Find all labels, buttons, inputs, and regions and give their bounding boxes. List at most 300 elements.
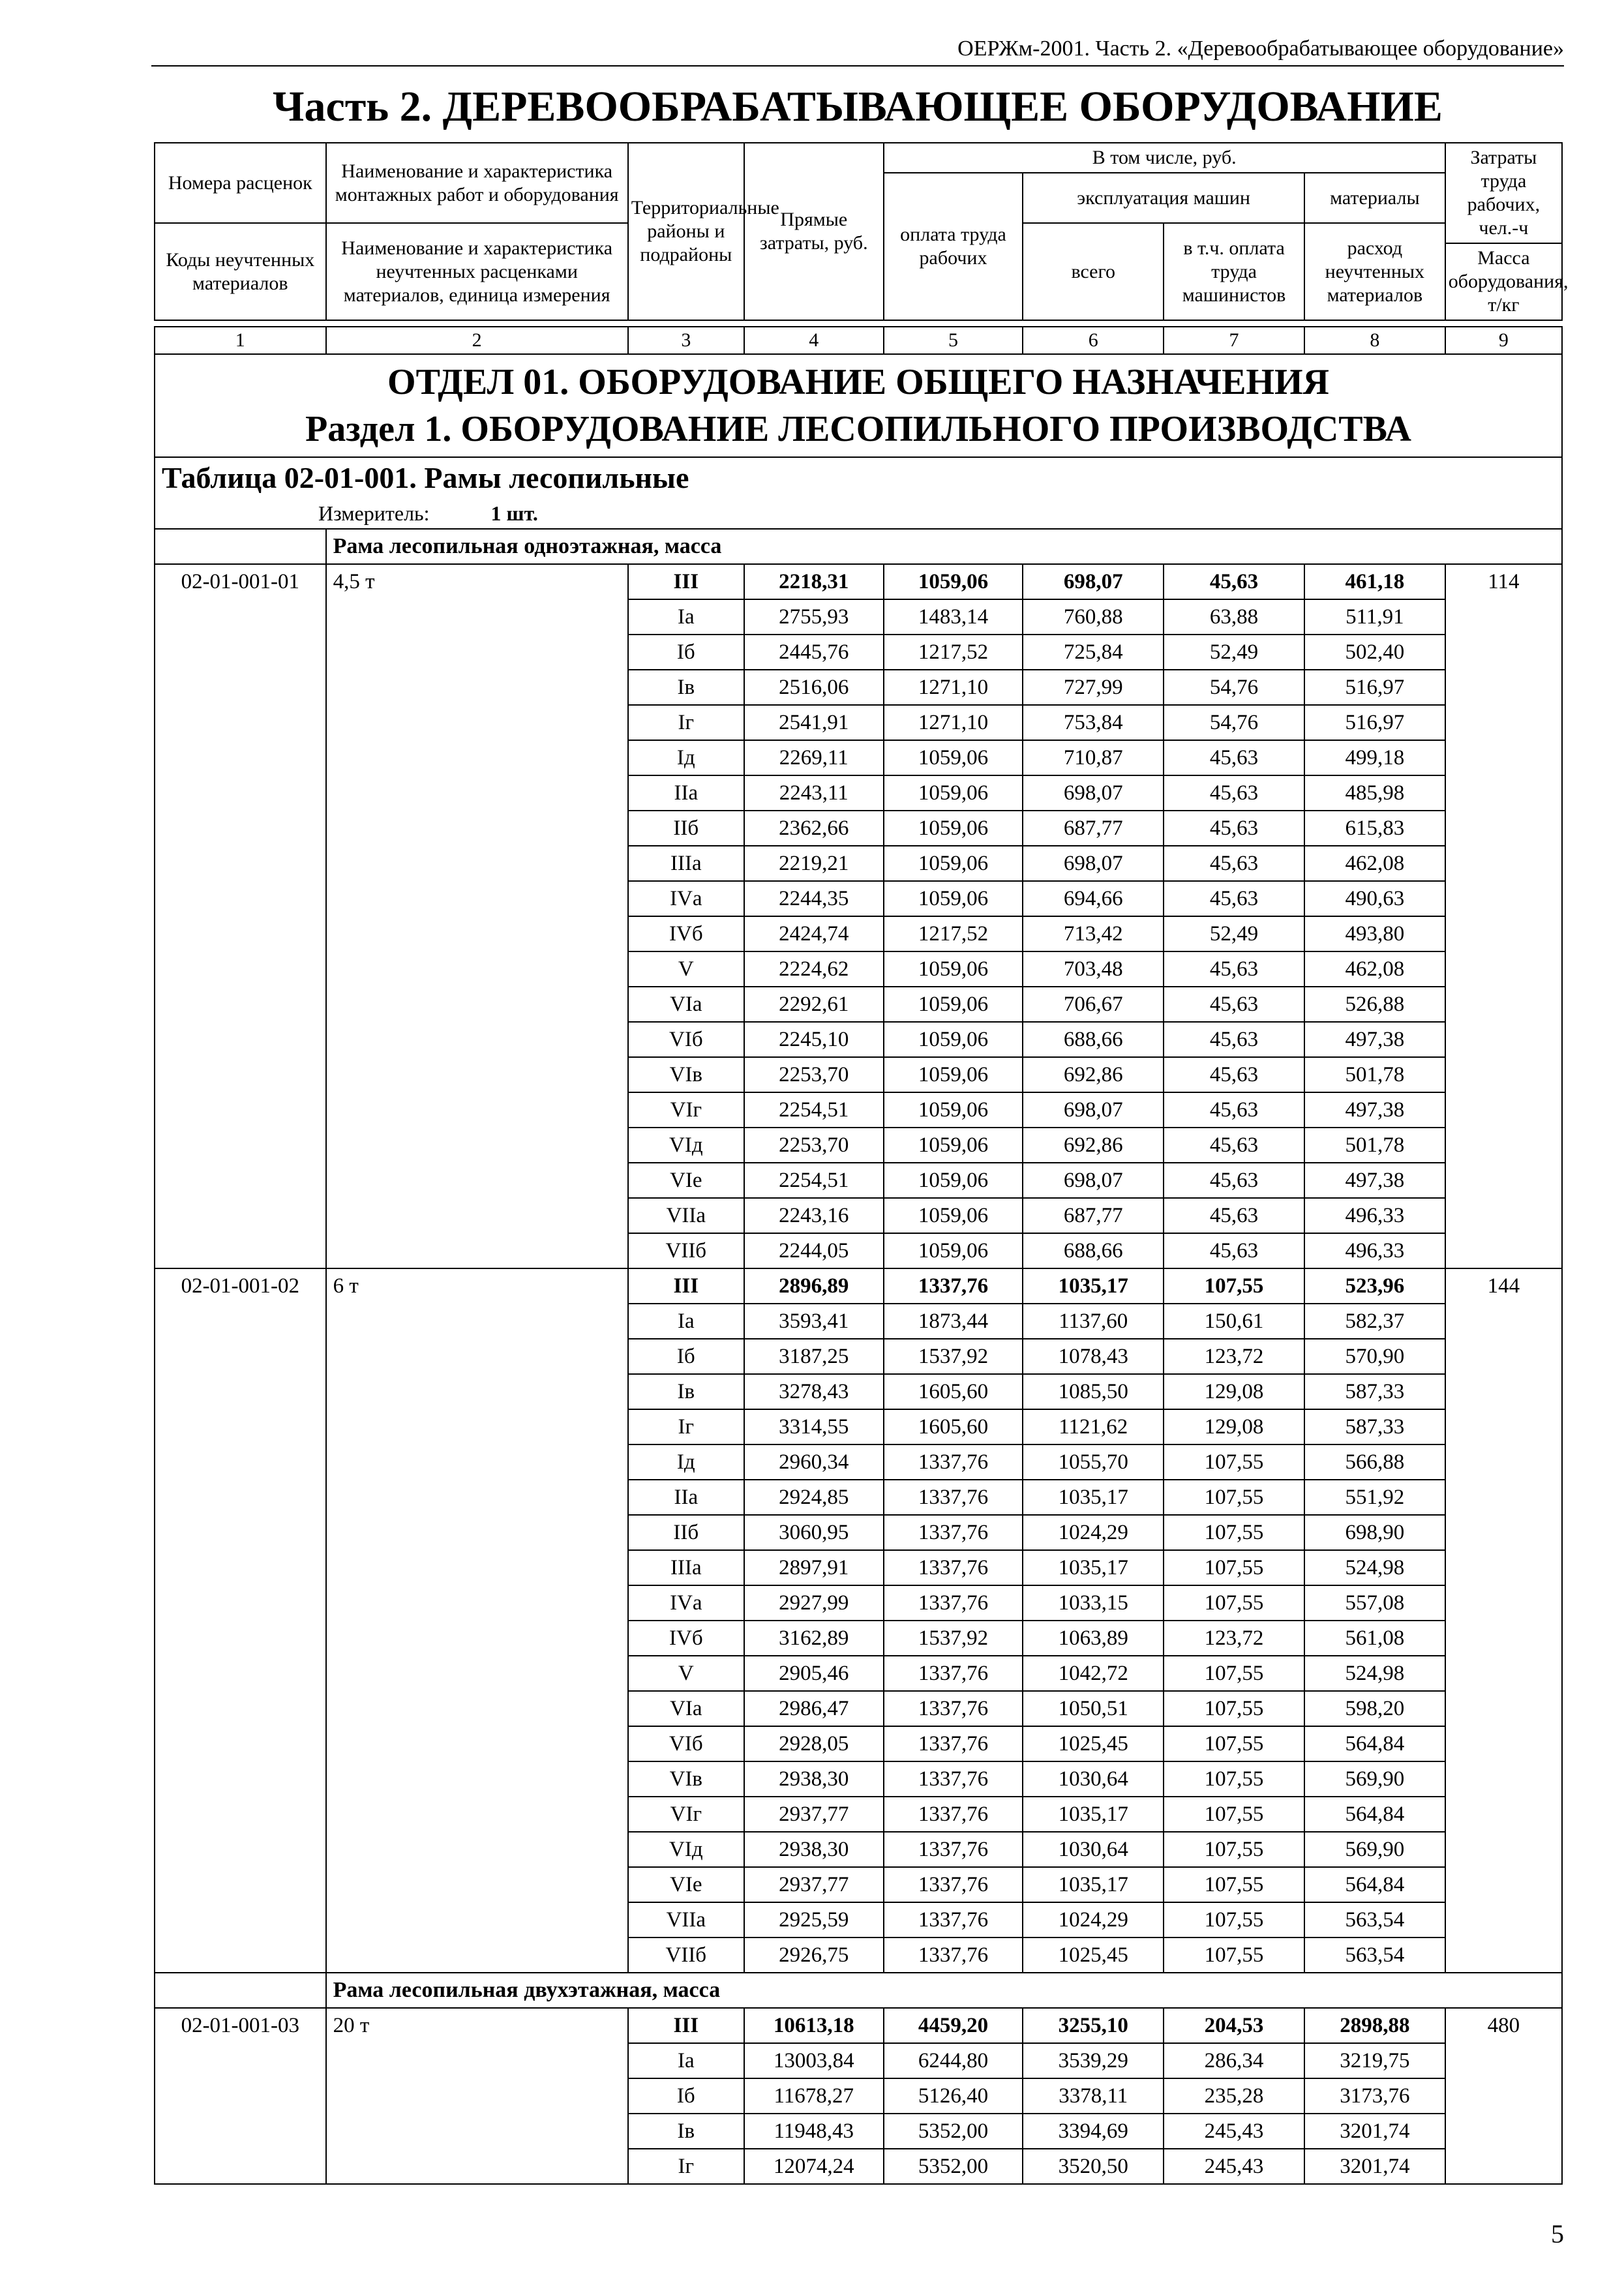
value-cell: 563,54	[1304, 1902, 1445, 1937]
value-cell: 3060,95	[744, 1515, 884, 1550]
value-cell: 698,07	[1023, 1092, 1164, 1128]
value-cell: 1137,60	[1023, 1304, 1164, 1339]
col1-header-bottom: Коды неучтенных материалов	[155, 223, 326, 320]
value-cell: 3173,76	[1304, 2078, 1445, 2114]
value-cell: 3593,41	[744, 1304, 884, 1339]
value-cell: 496,33	[1304, 1198, 1445, 1233]
part-title: Раздел 1. ОБОРУДОВАНИЕ ЛЕСОПИЛЬНОГО ПРОИЗВОДСТВА	[305, 409, 1411, 449]
value-cell: 2905,46	[744, 1656, 884, 1691]
value-cell: 107,55	[1164, 1832, 1304, 1867]
value-cell: 703,48	[1023, 951, 1164, 987]
value-cell: 687,77	[1023, 1198, 1164, 1233]
value-cell: 45,63	[1164, 846, 1304, 881]
value-cell: 497,38	[1304, 1022, 1445, 1057]
value-cell: 1059,06	[884, 846, 1023, 881]
value-cell: 1024,29	[1023, 1902, 1164, 1937]
territory-cell: VIIа	[628, 1198, 744, 1233]
col1-header-top: Номера расценок	[155, 143, 326, 223]
column-number: 7	[1164, 327, 1304, 354]
value-cell: 54,76	[1164, 705, 1304, 740]
value-cell: 499,18	[1304, 740, 1445, 775]
value-cell: 1025,45	[1023, 1726, 1164, 1761]
value-cell: 551,92	[1304, 1480, 1445, 1515]
value-cell: 1059,06	[884, 951, 1023, 987]
territory-cell: VIIа	[628, 1902, 744, 1937]
value-cell: 2925,59	[744, 1902, 884, 1937]
territory-cell: VIе	[628, 1867, 744, 1902]
value-cell: 107,55	[1164, 1656, 1304, 1691]
value-cell: 1035,17	[1023, 1550, 1164, 1585]
value-cell: 1059,06	[884, 1233, 1023, 1268]
value-cell: 557,08	[1304, 1585, 1445, 1621]
value-cell: 2243,11	[744, 775, 884, 811]
value-cell: 1059,06	[884, 811, 1023, 846]
territory-cell: Iб	[628, 2078, 744, 2114]
value-cell: 760,88	[1023, 599, 1164, 635]
value-cell: 2927,99	[744, 1585, 884, 1621]
column-number: 3	[628, 327, 744, 354]
column-number: 5	[884, 327, 1023, 354]
value-cell: 1059,06	[884, 740, 1023, 775]
running-header: ОЕРЖм-2001. Часть 2. «Деревообрабатывающее оборудование»	[151, 37, 1564, 67]
value-cell: 698,07	[1023, 1163, 1164, 1198]
value-cell: 45,63	[1164, 1163, 1304, 1198]
value-cell: 45,63	[1164, 987, 1304, 1022]
value-cell: 1337,76	[884, 1867, 1023, 1902]
value-cell: 2243,16	[744, 1198, 884, 1233]
value-cell: 1337,76	[884, 1550, 1023, 1585]
table-row	[155, 1268, 1562, 1304]
value-cell: 11948,43	[744, 2114, 884, 2149]
value-cell: 2938,30	[744, 1761, 884, 1797]
value-cell: 3255,10	[1023, 2008, 1164, 2043]
value-cell: 107,55	[1164, 1761, 1304, 1797]
measure-unit	[155, 498, 1562, 529]
territory-cell: IIIа	[628, 846, 744, 881]
value-cell: 692,86	[1023, 1128, 1164, 1163]
value-cell: 1537,92	[884, 1339, 1023, 1374]
value-cell: 502,40	[1304, 635, 1445, 670]
value-cell: 1337,76	[884, 1761, 1023, 1797]
value-cell: 1059,06	[884, 987, 1023, 1022]
territory-cell: IIб	[628, 1515, 744, 1550]
value-cell: 1873,44	[884, 1304, 1023, 1339]
section-heading	[155, 354, 1562, 457]
col9-header-top: Затраты труда рабочих, чел.-ч	[1445, 143, 1562, 243]
value-cell: 10613,18	[744, 2008, 884, 2043]
value-cell: 461,18	[1304, 564, 1445, 599]
value-cell: 1483,14	[884, 599, 1023, 635]
value-cell: 582,37	[1304, 1304, 1445, 1339]
value-cell: 3539,29	[1023, 2043, 1164, 2078]
value-cell: 569,90	[1304, 1832, 1445, 1867]
column-number: 4	[744, 327, 884, 354]
table-row	[155, 564, 1562, 599]
value-cell: 688,66	[1023, 1233, 1164, 1268]
value-cell: 524,98	[1304, 1656, 1445, 1691]
value-cell: 286,34	[1164, 2043, 1304, 2078]
territory-cell: IVа	[628, 881, 744, 916]
value-cell: 1035,17	[1023, 1797, 1164, 1832]
page-title: Часть 2. ДЕРЕВООБРАБАТЫВАЮЩЕЕ ОБОРУДОВАНИЕ	[273, 83, 1443, 130]
value-cell: 1337,76	[884, 1902, 1023, 1937]
territory-cell: Iд	[628, 1444, 744, 1480]
value-cell: 1271,10	[884, 670, 1023, 705]
value-cell: 564,84	[1304, 1867, 1445, 1902]
value-cell: 564,84	[1304, 1797, 1445, 1832]
value-cell: 52,49	[1164, 635, 1304, 670]
value-cell: 2224,62	[744, 951, 884, 987]
value-cell: 3394,69	[1023, 2114, 1164, 2149]
value-cell: 107,55	[1164, 1867, 1304, 1902]
col6-header: всего	[1023, 223, 1164, 320]
territory-cell: VIг	[628, 1797, 744, 1832]
value-cell: 1337,76	[884, 1691, 1023, 1726]
value-cell: 524,98	[1304, 1550, 1445, 1585]
value-cell: 107,55	[1164, 1937, 1304, 1973]
value-cell: 2924,85	[744, 1480, 884, 1515]
value-cell: 45,63	[1164, 1198, 1304, 1233]
value-cell: 45,63	[1164, 881, 1304, 916]
territory-cell: III	[628, 1268, 744, 1304]
value-cell: 2937,77	[744, 1797, 884, 1832]
value-cell: 1035,17	[1023, 1867, 1164, 1902]
territory-cell: Iд	[628, 740, 744, 775]
value-cell: 1537,92	[884, 1621, 1023, 1656]
territory-cell: VIа	[628, 987, 744, 1022]
value-cell: 1059,06	[884, 881, 1023, 916]
value-cell: 1042,72	[1023, 1656, 1164, 1691]
value-cell: 45,63	[1164, 1233, 1304, 1268]
value-cell: 3314,55	[744, 1409, 884, 1444]
value-cell: 1059,06	[884, 564, 1023, 599]
value-cell: 150,61	[1164, 1304, 1304, 1339]
meter-value: 1 шт.	[490, 501, 538, 525]
column-number: 9	[1445, 327, 1562, 354]
value-cell: 45,63	[1164, 564, 1304, 599]
value-cell: 497,38	[1304, 1092, 1445, 1128]
value-cell: 45,63	[1164, 1092, 1304, 1128]
value-cell: 45,63	[1164, 1128, 1304, 1163]
col8-header: расход неучтенных материалов	[1304, 223, 1445, 320]
value-cell: 523,96	[1304, 1268, 1445, 1304]
value-cell: 2254,51	[744, 1163, 884, 1198]
territory-cell: Iб	[628, 635, 744, 670]
territory-cell: III	[628, 2008, 744, 2043]
territory-cell: V	[628, 951, 744, 987]
territory-cell: VIв	[628, 1057, 744, 1092]
value-cell: 5126,40	[884, 2078, 1023, 2114]
value-cell: 2269,11	[744, 740, 884, 775]
value-cell: 1337,76	[884, 1480, 1023, 1515]
value-cell: 3201,74	[1304, 2114, 1445, 2149]
value-cell: 1337,76	[884, 1585, 1023, 1621]
value-cell: 3162,89	[744, 1621, 884, 1656]
value-cell: 698,07	[1023, 846, 1164, 881]
territory-cell: V	[628, 1656, 744, 1691]
value-cell: 3219,75	[1304, 2043, 1445, 2078]
value-cell: 5352,00	[884, 2149, 1023, 2184]
value-cell: 598,20	[1304, 1691, 1445, 1726]
value-cell: 497,38	[1304, 1163, 1445, 1198]
value-cell: 710,87	[1023, 740, 1164, 775]
value-cell: 564,84	[1304, 1726, 1445, 1761]
value-cell: 511,91	[1304, 599, 1445, 635]
value-cell: 107,55	[1164, 1515, 1304, 1550]
territory-cell: VIе	[628, 1163, 744, 1198]
value-cell: 107,55	[1164, 1691, 1304, 1726]
value-cell: 1059,06	[884, 1092, 1023, 1128]
value-cell: 706,67	[1023, 987, 1164, 1022]
value-cell: 2755,93	[744, 599, 884, 635]
group-name: Рама лесопильная одноэтажная, масса	[326, 529, 1562, 564]
value-cell: 2986,47	[744, 1691, 884, 1726]
value-cell: 2362,66	[744, 811, 884, 846]
value-cell: 2897,91	[744, 1550, 884, 1585]
value-cell: 1337,76	[884, 1726, 1023, 1761]
value-cell: 2245,10	[744, 1022, 884, 1057]
labor-cost: 114	[1445, 564, 1562, 1268]
value-cell: 694,66	[1023, 881, 1164, 916]
value-cell: 490,63	[1304, 881, 1445, 916]
value-cell: 1078,43	[1023, 1339, 1164, 1374]
column-number: 2	[326, 327, 628, 354]
page-number: 5	[1551, 2219, 1564, 2249]
col7-header: в т.ч. оплата труда машинистов	[1164, 223, 1304, 320]
value-cell: 692,86	[1023, 1057, 1164, 1092]
value-cell: 1059,06	[884, 1057, 1023, 1092]
value-cell: 45,63	[1164, 811, 1304, 846]
territory-cell: IVа	[628, 1585, 744, 1621]
value-cell: 12074,24	[744, 2149, 884, 2184]
value-cell: 1337,76	[884, 1656, 1023, 1691]
value-cell: 13003,84	[744, 2043, 884, 2078]
col2-header-bottom: Наименование и характеристика неучтенных расценками материалов, единица измерения	[326, 223, 628, 320]
territory-cell: Iг	[628, 1409, 744, 1444]
value-cell: 570,90	[1304, 1339, 1445, 1374]
territory-cell: VIв	[628, 1761, 744, 1797]
value-cell: 52,49	[1164, 916, 1304, 951]
territory-cell: Iг	[628, 705, 744, 740]
value-cell: 2541,91	[744, 705, 884, 740]
group-spacer	[155, 529, 326, 564]
territory-cell: IIб	[628, 811, 744, 846]
value-cell: 1217,52	[884, 916, 1023, 951]
value-cell: 45,63	[1164, 775, 1304, 811]
territory-cell: VIб	[628, 1022, 744, 1057]
value-cell: 129,08	[1164, 1409, 1304, 1444]
value-cell: 516,97	[1304, 670, 1445, 705]
value-cell: 485,98	[1304, 775, 1445, 811]
value-cell: 123,72	[1164, 1621, 1304, 1656]
value-cell: 1605,60	[884, 1374, 1023, 1409]
value-cell: 54,76	[1164, 670, 1304, 705]
group-incl-header: В том числе, руб.	[884, 143, 1445, 173]
value-cell: 1059,06	[884, 1128, 1023, 1163]
value-cell: 2926,75	[744, 1937, 884, 1973]
value-cell: 698,07	[1023, 775, 1164, 811]
group-row	[155, 1973, 1562, 2008]
value-cell: 2218,31	[744, 564, 884, 599]
value-cell: 1025,45	[1023, 1937, 1164, 1973]
value-cell: 687,77	[1023, 811, 1164, 846]
value-cell: 566,88	[1304, 1444, 1445, 1480]
value-cell: 1030,64	[1023, 1761, 1164, 1797]
value-cell: 563,54	[1304, 1937, 1445, 1973]
value-cell: 1337,76	[884, 1268, 1023, 1304]
territory-cell: VIб	[628, 1726, 744, 1761]
value-cell: 727,99	[1023, 670, 1164, 705]
value-cell: 1059,06	[884, 1163, 1023, 1198]
value-cell: 1085,50	[1023, 1374, 1164, 1409]
territory-cell: IVб	[628, 916, 744, 951]
value-cell: 1050,51	[1023, 1691, 1164, 1726]
group-machines-header: эксплуатация машин	[1023, 173, 1304, 223]
value-cell: 11678,27	[744, 2078, 884, 2114]
value-cell: 107,55	[1164, 1585, 1304, 1621]
territory-cell: Iв	[628, 2114, 744, 2149]
rate-code: 02-01-001-01	[155, 564, 326, 1268]
value-cell: 3187,25	[744, 1339, 884, 1374]
column-number: 8	[1304, 327, 1445, 354]
territory-cell: VIа	[628, 1691, 744, 1726]
col2-header-top: Наименование и характеристика монтажных работ и оборудования	[326, 143, 628, 223]
group-name: Рама лесопильная двухэтажная, масса	[326, 1973, 1562, 2008]
territory-cell: Iа	[628, 1304, 744, 1339]
value-cell: 107,55	[1164, 1268, 1304, 1304]
value-cell: 2516,06	[744, 670, 884, 705]
territory-cell: IIа	[628, 775, 744, 811]
value-cell: 3201,74	[1304, 2149, 1445, 2184]
value-cell: 2253,70	[744, 1128, 884, 1163]
col5-header: оплата труда рабочих	[884, 173, 1023, 320]
group-materials-header: материалы	[1304, 173, 1445, 223]
value-cell: 496,33	[1304, 1233, 1445, 1268]
value-cell: 2254,51	[744, 1092, 884, 1128]
value-cell: 561,08	[1304, 1621, 1445, 1656]
value-cell: 501,78	[1304, 1128, 1445, 1163]
value-cell: 2896,89	[744, 1268, 884, 1304]
value-cell: 2253,70	[744, 1057, 884, 1092]
value-cell: 6244,80	[884, 2043, 1023, 2078]
value-cell: 1063,89	[1023, 1621, 1164, 1656]
value-cell: 1337,76	[884, 1832, 1023, 1867]
value-cell: 1024,29	[1023, 1515, 1164, 1550]
department-title: ОТДЕЛ 01. ОБОРУДОВАНИЕ ОБЩЕГО НАЗНАЧЕНИЯ	[387, 362, 1329, 402]
column-number: 1	[155, 327, 326, 354]
value-cell: 2219,21	[744, 846, 884, 881]
value-cell: 107,55	[1164, 1726, 1304, 1761]
value-cell: 713,42	[1023, 916, 1164, 951]
value-cell: 4459,20	[884, 2008, 1023, 2043]
value-cell: 107,55	[1164, 1797, 1304, 1832]
value-cell: 245,43	[1164, 2149, 1304, 2184]
territory-cell: Iв	[628, 1374, 744, 1409]
value-cell: 5352,00	[884, 2114, 1023, 2149]
value-cell: 1337,76	[884, 1797, 1023, 1832]
territory-cell: VIг	[628, 1092, 744, 1128]
table-title: Таблица 02-01-001. Рамы лесопильные	[155, 457, 1562, 498]
value-cell: 2424,74	[744, 916, 884, 951]
value-cell: 1121,62	[1023, 1409, 1164, 1444]
rate-description: 20 т	[326, 2008, 628, 2184]
value-cell: 1605,60	[884, 1409, 1023, 1444]
value-cell: 45,63	[1164, 1057, 1304, 1092]
value-cell: 129,08	[1164, 1374, 1304, 1409]
value-cell: 569,90	[1304, 1761, 1445, 1797]
rate-code: 02-01-001-03	[155, 2008, 326, 2184]
value-cell: 501,78	[1304, 1057, 1445, 1092]
value-cell: 45,63	[1164, 1022, 1304, 1057]
value-cell: 1059,06	[884, 1198, 1023, 1233]
value-cell: 688,66	[1023, 1022, 1164, 1057]
territory-cell: Iг	[628, 2149, 744, 2184]
value-cell: 526,88	[1304, 987, 1445, 1022]
rate-code: 02-01-001-02	[155, 1268, 326, 1973]
value-cell: 2960,34	[744, 1444, 884, 1480]
value-cell: 1055,70	[1023, 1444, 1164, 1480]
value-cell: 1030,64	[1023, 1832, 1164, 1867]
value-cell: 725,84	[1023, 635, 1164, 670]
value-cell: 2445,76	[744, 635, 884, 670]
territory-cell: Iа	[628, 2043, 744, 2078]
value-cell: 245,43	[1164, 2114, 1304, 2149]
value-cell: 753,84	[1023, 705, 1164, 740]
value-cell: 2938,30	[744, 1832, 884, 1867]
col3-header: Территориальные районы и подрайоны	[628, 143, 744, 320]
column-number: 6	[1023, 327, 1164, 354]
value-cell: 516,97	[1304, 705, 1445, 740]
territory-cell: Iб	[628, 1339, 744, 1374]
value-cell: 1035,17	[1023, 1268, 1164, 1304]
value-cell: 462,08	[1304, 846, 1445, 881]
value-cell: 3378,11	[1023, 2078, 1164, 2114]
value-cell: 1337,76	[884, 1444, 1023, 1480]
price-table	[154, 142, 1569, 2185]
value-cell: 615,83	[1304, 811, 1445, 846]
value-cell: 3520,50	[1023, 2149, 1164, 2184]
value-cell: 2244,35	[744, 881, 884, 916]
territory-cell: VIIб	[628, 1233, 744, 1268]
value-cell: 2898,88	[1304, 2008, 1445, 2043]
value-cell: 698,90	[1304, 1515, 1445, 1550]
value-cell: 462,08	[1304, 951, 1445, 987]
rate-description: 4,5 т	[326, 564, 628, 1268]
territory-cell: VIд	[628, 1832, 744, 1867]
value-cell: 1059,06	[884, 1022, 1023, 1057]
value-cell: 2244,05	[744, 1233, 884, 1268]
value-cell: 235,28	[1164, 2078, 1304, 2114]
territory-cell: III	[628, 564, 744, 599]
territory-cell: IIIа	[628, 1550, 744, 1585]
value-cell: 107,55	[1164, 1550, 1304, 1585]
labor-cost: 480	[1445, 2008, 1562, 2184]
value-cell: 63,88	[1164, 599, 1304, 635]
col9-header-bottom: Масса оборудования, т/кг	[1445, 243, 1562, 320]
value-cell: 45,63	[1164, 740, 1304, 775]
value-cell: 587,33	[1304, 1374, 1445, 1409]
value-cell: 204,53	[1164, 2008, 1304, 2043]
value-cell: 107,55	[1164, 1902, 1304, 1937]
value-cell: 123,72	[1164, 1339, 1304, 1374]
column-numbers-row	[155, 327, 1562, 354]
value-cell: 698,07	[1023, 564, 1164, 599]
territory-cell: VIIб	[628, 1937, 744, 1973]
value-cell: 1217,52	[884, 635, 1023, 670]
group-spacer	[155, 1973, 326, 2008]
territory-cell: IVб	[628, 1621, 744, 1656]
value-cell: 2937,77	[744, 1867, 884, 1902]
